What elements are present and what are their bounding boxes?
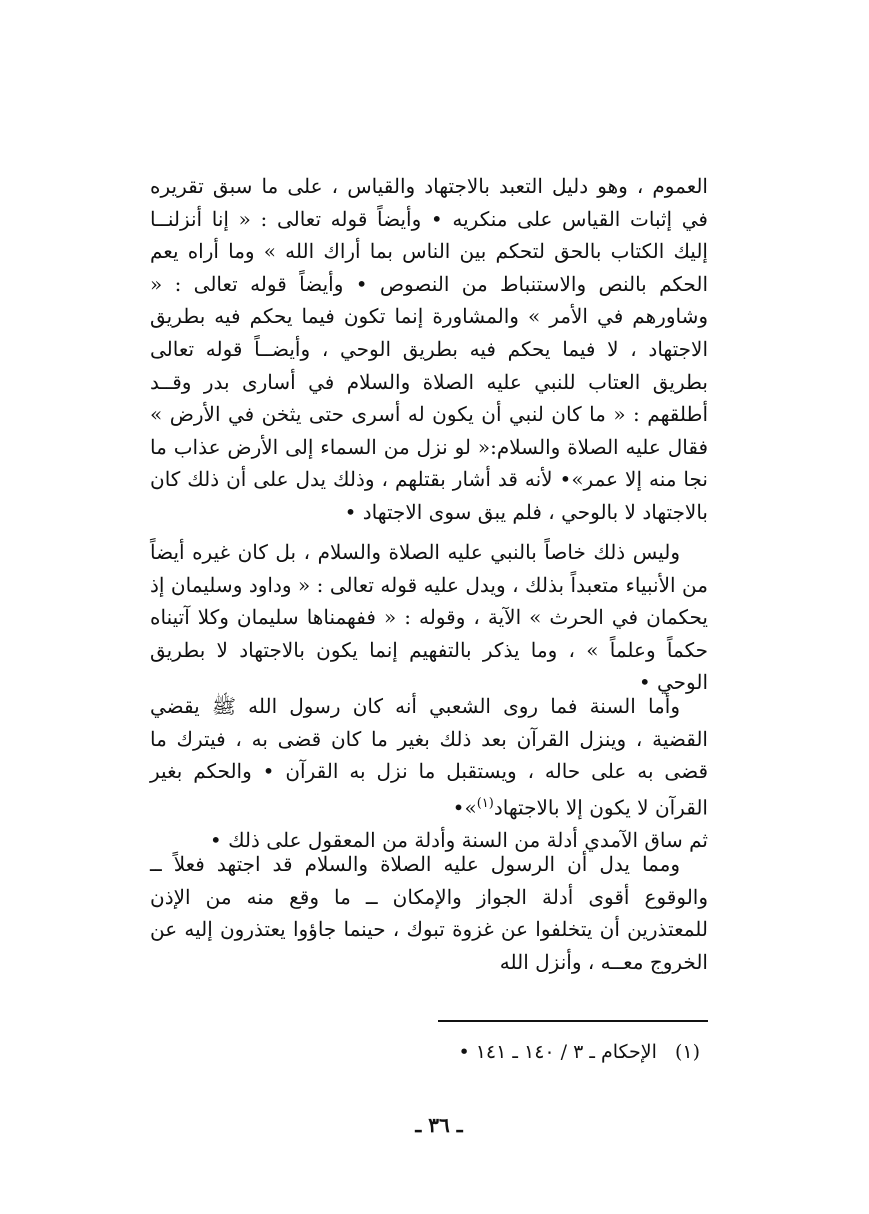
paragraph-2-text: وليس ذلك خاصاً بالنبي عليه الصلاة والسلام ، بل كان غيره أيضاً من الأنبياء متعبداً بذلك ، ويدل عليه قوله تعالى : « وداود وسليمان إذ يحكمان في الحرث » الآية ، وقوله : « ففهمناها سليمان وكلا آتيناه حكماً وعلماً » ، وما يذكر بالتفهيم إنما يكون بالاجتهاد لا بطريق الوحي •	[150, 540, 708, 695]
footnote-marker: (١)	[674, 1041, 700, 1063]
paragraph-2	[150, 536, 708, 699]
paragraph-1-text: العموم ، وهو دليل التعبد بالاجتهاد والقياس ، على ما سبق تقريره في إثبات القياس على منكريه • وأيضاً قوله تعالى : « إنا أنزلنــا إليك الكتاب بالحق لتحكم بين الناس بما أراك الله » وما أراه يعم الحكم بالنص والاستنباط من النصوص • وأيضاً قوله تعالى : « وشاورهم في الأمر » والمشاورة إنما تكون فيما يحكم فيه بطريق الاجتهاد ، لا فيما يحكم فيه بطريق الوحي ، وأيضــاً قوله تعالى بطريق العتاب للنبي عليه الصلاة والسلام في أسارى بدر وقــد أطلقهم : « ما كان لنبي أن يكون له أسرى حتى يثخن في الأرض » فقال عليه الصلاة والسلام:« لو نزل من السماء إلى الأرض عذاب ما نجا منه إلا عمر»• لأنه قد أشار بقتلهم ، وذلك يدل على أن ذلك كان بالاجتهاد لا بالوحي ، فلم يبق سوى الاجتهاد •	[150, 174, 708, 524]
paragraph-3-text	[150, 690, 708, 824]
paragraph-3-end: »•	[452, 795, 477, 820]
footnote-reference: (١)	[476, 795, 494, 811]
footnote-text: الإحكام ـ ٣ / ١٤٠ ـ ١٤١ •	[458, 1041, 657, 1063]
paragraph-5	[150, 848, 708, 978]
paragraph-1	[150, 170, 708, 529]
footnote	[380, 1038, 700, 1066]
paragraph-5-text: ومما يدل أن الرسول عليه الصلاة والسلام قد اجتهد فعلاً ــ والوقوع أقوى أدلة الجواز والإمكان ــ ما وقع منه من الإذن للمعتذرين أن يتخلفوا عن غزوة تبوك ، حينما جاؤوا يعتذرون إليه عن الخروج معــه ، وأنزل الله	[150, 852, 708, 974]
paragraph-3	[150, 690, 708, 857]
page-number: ـ ٣٦ ـ	[415, 1113, 463, 1137]
footnote-separator	[438, 1020, 708, 1022]
paragraph-3-body: وأما السنة فما روى الشعبي أنه كان رسول الله ﷺ يقضي القضية ، وينزل القرآن بعد ذلك بغير ما كان قضى به ، فيترك ما قضى به على حاله ، ويستقبل ما نزل به القرآن • والحكم بغير القرآن لا يكون إلا بالاجتهاد	[150, 694, 708, 820]
paragraph-4-text: ثم ساق الآمدي أدلة من السنة وأدلة من المعقول على ذلك •	[209, 828, 708, 853]
